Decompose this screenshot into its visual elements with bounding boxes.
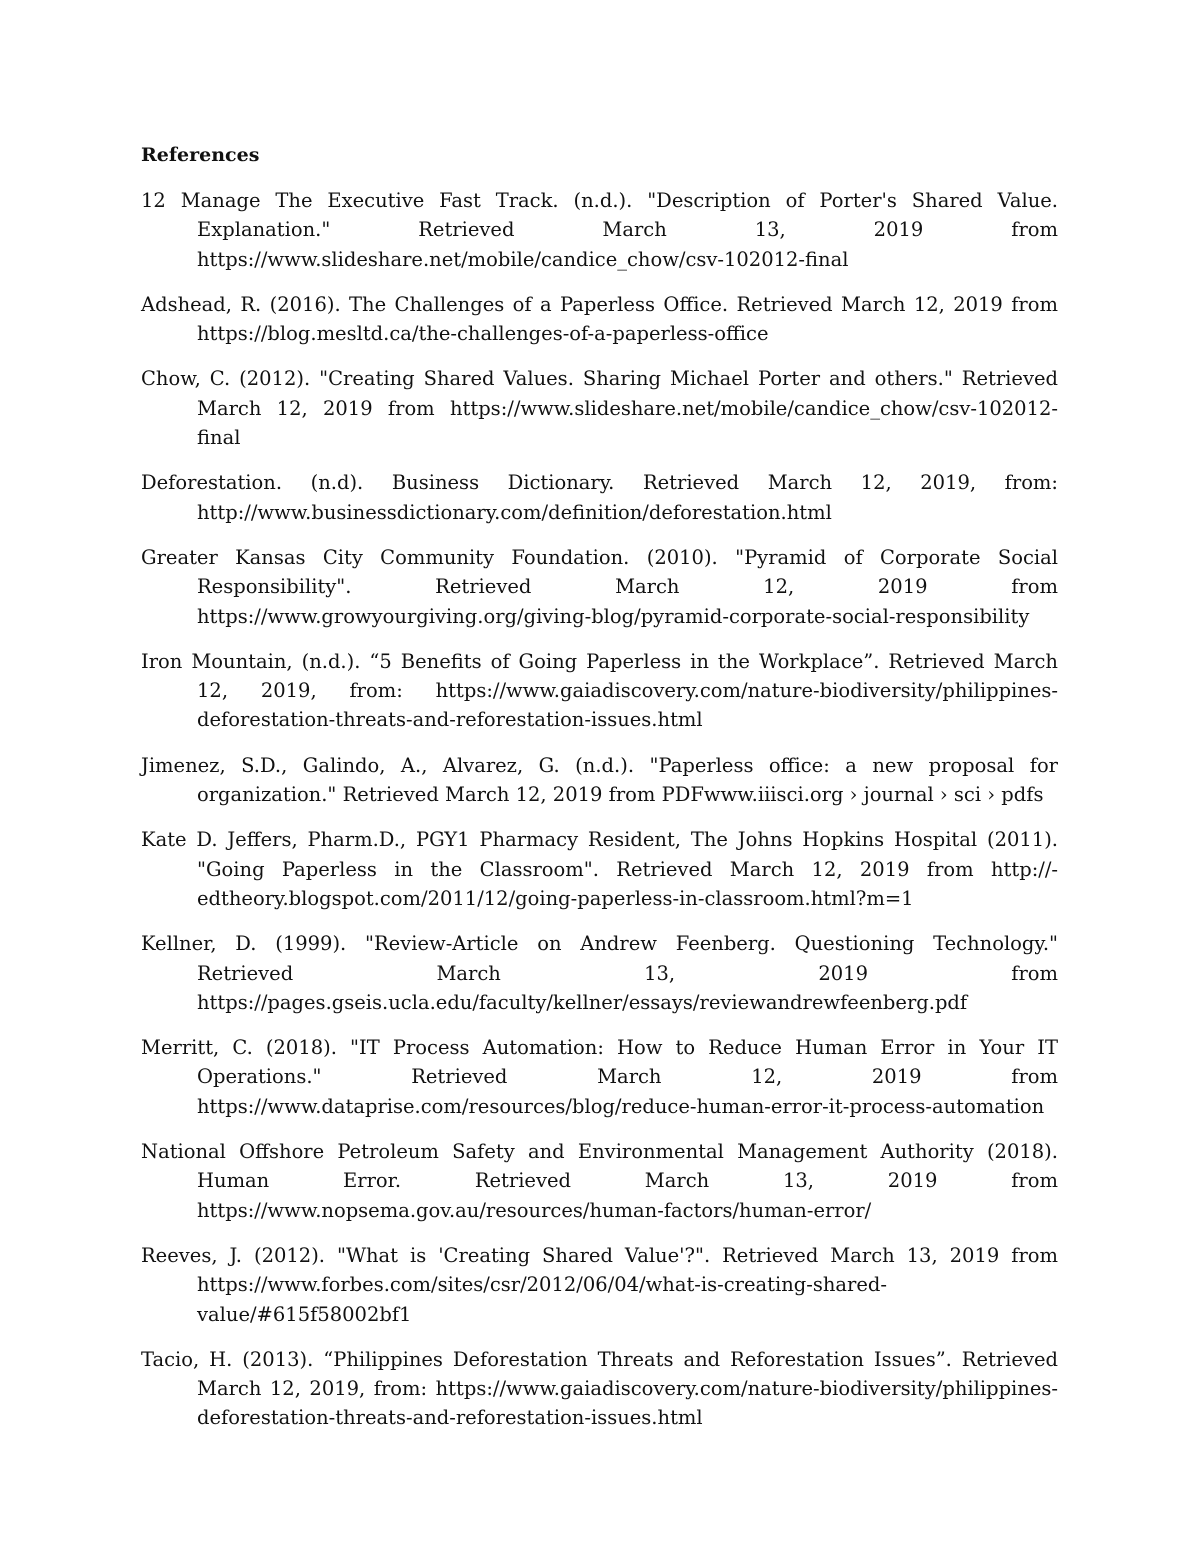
reference-entry: Kate D. Jeffers, Pharm.D., PGY1 Pharmacy Resident, The Johns Hopkins Hospital (2011). "Going Paperless in the Classroom". Retrieved March 12, 2019 from http://-edtheory.blogspot.com/2011/12/going-paperless-in-classroom.html?m=1: [141, 828, 1058, 910]
references-section: [141, 141, 1058, 1449]
reference-entry: Kellner, D. (1999). "Review-Article on Andrew Feenberg. Questioning Technology." Retrieved March 13, 2019 from https://pages.gseis.ucla.edu/faculty/kellner/essays/reviewandrewfeenberg.pdf: [141, 932, 1058, 1014]
reference-entry: Tacio, H. (2013). “Philippines Deforestation Threats and Reforestation Issues”. Retrieved March 12, 2019, from: https://www.gaiadiscovery.com/nature-biodiversity/philippines-deforestation-threats-and-reforestation-issues.html: [141, 1347, 1058, 1430]
reference-entry: Iron Mountain, (n.d.). “5 Benefits of Going Paperless in the Workplace”. Retrieved March 12, 2019, from: https://www.gaiadiscovery.com/nature-biodiversity/philippines-deforestation-threats-and-reforestation-issues.html: [141, 649, 1058, 732]
reference-entry: Jimenez, S.D., Galindo, A., Alvarez, G. (n.d.). "Paperless office: a new proposal for organization." Retrieved March 12, 2019 from PDFwww.iiisci.org › journal › sci › pdfs: [141, 753, 1058, 807]
reference-entry: 12 Manage The Executive Fast Track. (n.d.). "Description of Porter's Shared Value. Explanation." Retrieved March 13, 2019 from https://www.slideshare.net/mobile/candice_chow/csv-102012-final: [141, 189, 1058, 271]
reference-entry: Merritt, C. (2018). "IT Process Automation: How to Reduce Human Error in Your IT Operations." Retrieved March 12, 2019 from https://www.dataprise.com/resources/blog/reduce-human-error-it-process-automation: [141, 1036, 1058, 1118]
reference-entry: Chow, C. (2012). "Creating Shared Values. Sharing Michael Porter and others." Retrieved March 12, 2019 from https://www.slideshare.net/mobile/candice_chow/csv-102012-final: [141, 367, 1058, 450]
reference-entry: Adshead, R. (2016). The Challenges of a Paperless Office. Retrieved March 12, 2019 from https://blog.mesltd.ca/the-challenges-of-a-paperless-office: [141, 292, 1058, 346]
reference-entry: Reeves, J. (2012). "What is 'Creating Shared Value'?". Retrieved March 13, 2019 from https://www.forbes.com/sites/csr/2012/06/04/what-is-creating-shared-value/#615f58002bf1: [141, 1243, 1058, 1326]
reference-list: [141, 186, 1058, 1433]
reference-entry: Greater Kansas City Community Foundation. (2010). "Pyramid of Corporate Social Responsibility". Retrieved March 12, 2019 from https://www.growyourgiving.org/giving-blog/pyramid-corporate-social-responsibility: [141, 545, 1058, 628]
references-heading: References: [141, 144, 260, 166]
reference-entry: National Offshore Petroleum Safety and Environmental Management Authority (2018). Human Error. Retrieved March 13, 2019 from https://www.nopsema.gov.au/resources/human-factors/human-error/: [141, 1140, 1058, 1222]
reference-entry: Deforestation. (n.d). Business Dictionary. Retrieved March 12, 2019, from: http://www.businessdictionary.com/definition/deforestation.html: [141, 471, 1058, 524]
